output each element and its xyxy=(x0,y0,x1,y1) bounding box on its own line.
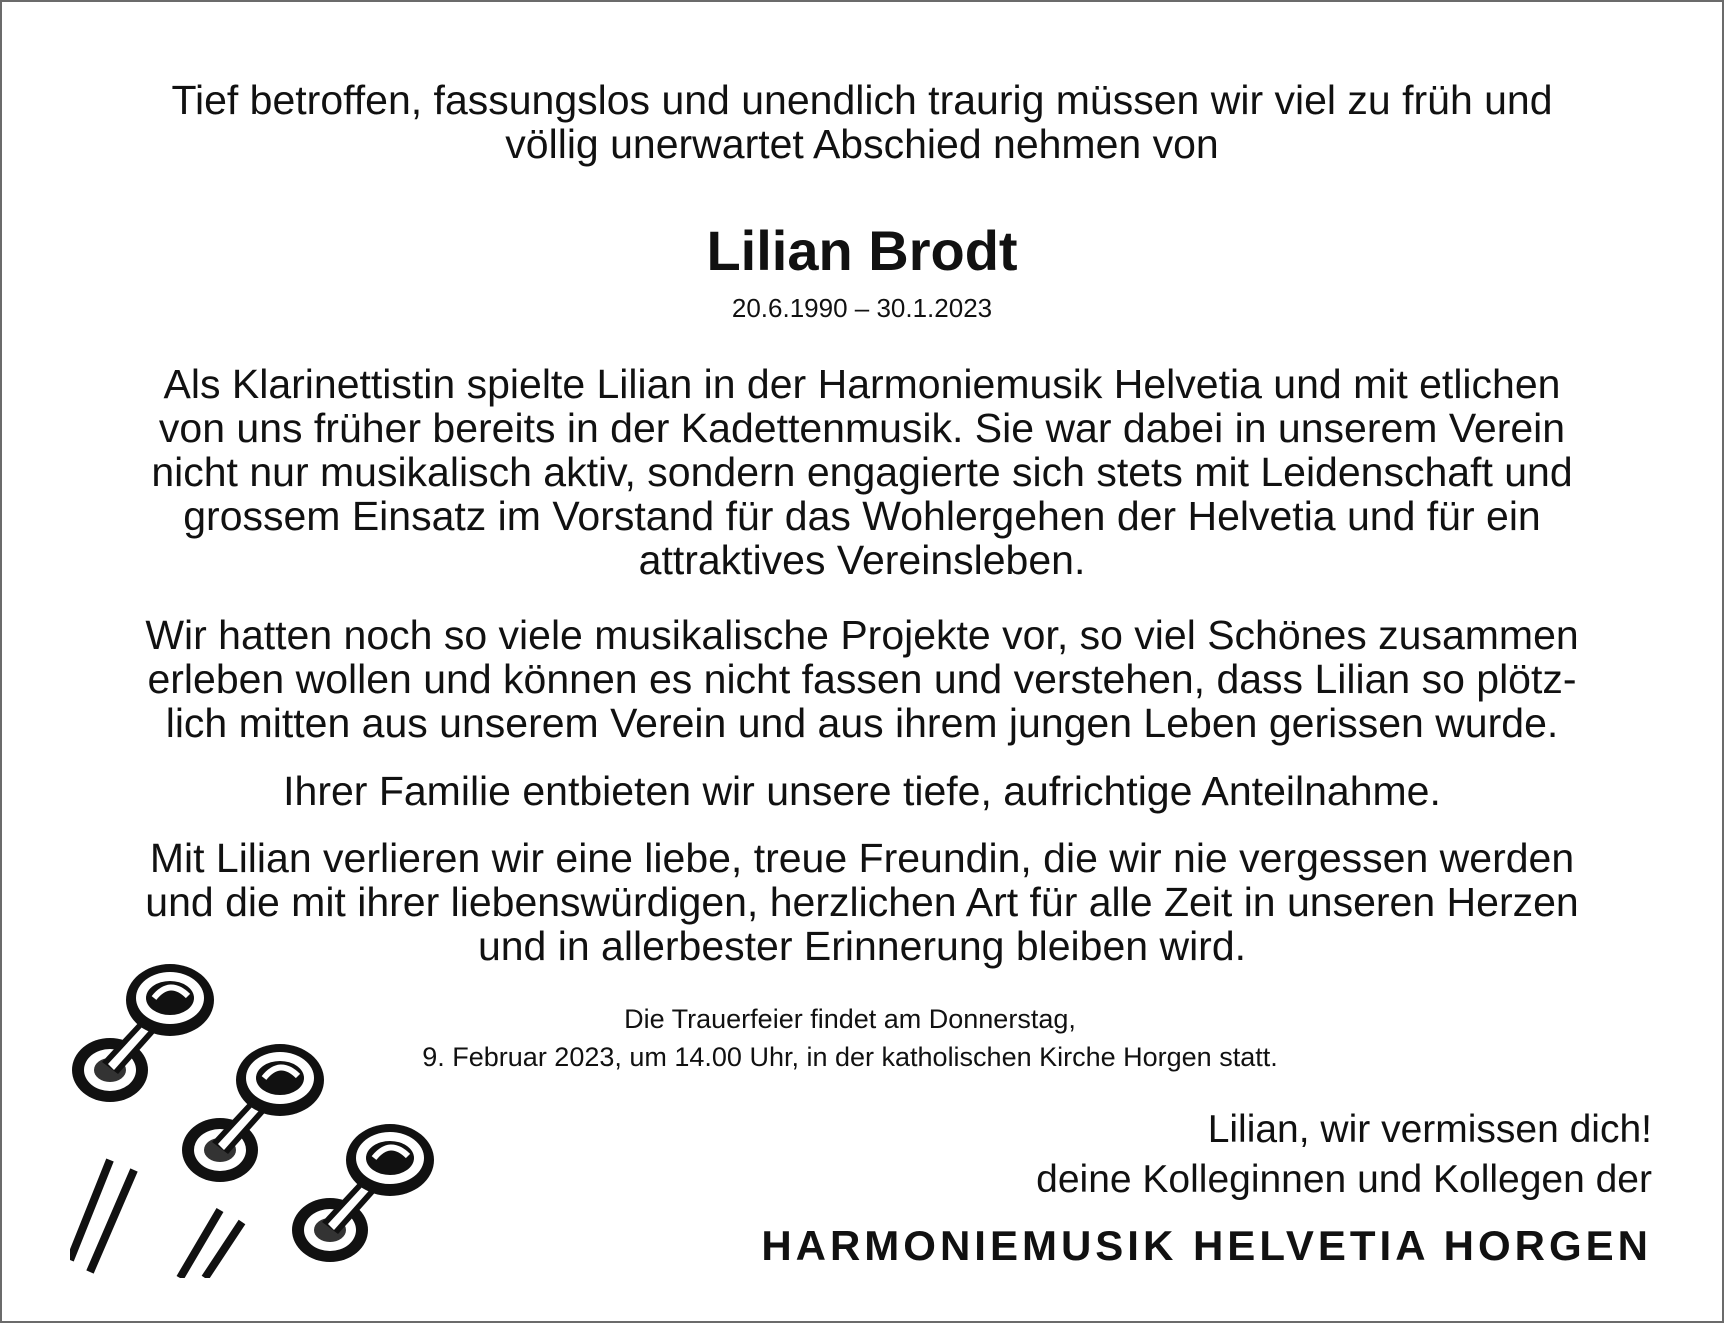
service-line: 9. Februar 2023, um 14.00 Uhr, in der katholischen Kirche Horgen statt. xyxy=(422,1042,1278,1072)
service-info xyxy=(400,1000,1300,1076)
intro-line: völlig unerwartet Abschied nehmen von xyxy=(505,121,1219,167)
paragraph-line: grossem Einsatz im Vorstand für das Wohlergehen der Helvetia und für ein xyxy=(183,493,1541,539)
farewell-line: Lilian, wir vermissen dich! xyxy=(1207,1108,1652,1151)
projects-paragraph xyxy=(60,613,1664,745)
paragraph-line: erleben wollen und können es nicht fassen und verstehen, dass Lilian so plötz- xyxy=(147,656,1577,702)
service-line: Die Trauerfeier findet am Donnerstag, xyxy=(624,1004,1076,1034)
paragraph-line: Als Klarinettistin spielte Lilian in der Harmoniemusik Helvetia und mit etlichen xyxy=(163,361,1561,407)
paragraph-line: Ihrer Familie entbieten wir unsere tiefe, aufrichtige Anteilnahme. xyxy=(283,768,1441,814)
paragraph-line: attraktives Vereinsleben. xyxy=(638,537,1086,583)
remembrance-paragraph xyxy=(60,836,1664,968)
intro-text xyxy=(60,78,1664,166)
tribute-paragraph xyxy=(60,362,1664,582)
farewell-line: deine Kolleginnen und Kollegen der xyxy=(1036,1158,1652,1201)
paragraph-line: Wir hatten noch so viele musikalische Projekte vor, so viel Schönes zusammen xyxy=(145,612,1579,658)
organization-name: HARMONIEMUSIK HELVETIA HORGEN xyxy=(761,1222,1652,1269)
deceased-name: Lilian Brodt xyxy=(706,219,1018,282)
intro-line: Tief betroffen, fassungslos und unendlich traurig müssen wir viel zu früh und xyxy=(171,77,1553,123)
paragraph-line: und die mit ihrer liebenswürdigen, herzlichen Art für alle Zeit in unseren Herzen xyxy=(145,879,1579,925)
paragraph-line: Mit Lilian verlieren wir eine liebe, treue Freundin, die wir nie vergessen werden xyxy=(149,835,1575,881)
paragraph-line: nicht nur musikalisch aktiv, sondern engagierte sich stets mit Leidenschaft und xyxy=(151,449,1573,495)
farewell-text xyxy=(752,1105,1652,1205)
condolence-paragraph xyxy=(60,769,1664,813)
paragraph-line: von uns früher bereits in der Kadettenmusik. Sie war dabei in unserem Verein xyxy=(158,405,1566,451)
life-dates: 20.6.1990 – 30.1.2023 xyxy=(731,293,993,323)
paragraph-line: und in allerbester Erinnerung bleiben wird. xyxy=(477,923,1247,969)
paragraph-line: lich mitten aus unserem Verein und aus ihrem jungen Leben gerissen wurde. xyxy=(165,700,1559,746)
